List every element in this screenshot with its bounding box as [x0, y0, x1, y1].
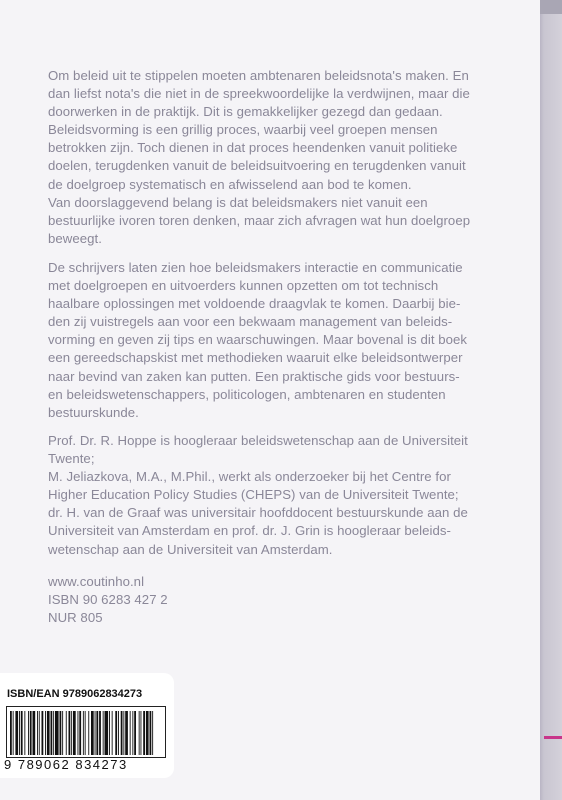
text-line: met doelgroepen en uitvoerders kunnen opzetten om tot technisch: [48, 278, 439, 294]
text-line: Van doorslaggevend belang is dat beleidsmakers niet vanuit een: [48, 194, 428, 210]
barcode-bar: [152, 711, 153, 755]
nur-text: NUR 805: [48, 610, 103, 626]
barcode-bar: [79, 711, 81, 755]
barcode-bar: [118, 711, 119, 755]
text-line: doelen, terugdenken vanuit de beleidsuitvoering en terugdenken vanuit: [48, 158, 466, 174]
text-line: naar bevind van zaken kan putten. Een praktische gids voor bestuurs-: [48, 368, 460, 384]
barcode-bar: [47, 711, 50, 755]
barcode-bar: [19, 711, 20, 755]
barcode-bar: [62, 711, 63, 755]
text-line: dr. H. van de Graaf was universitair hoofddocent bestuurskunde aan de: [48, 505, 468, 521]
barcode-bar: [132, 711, 133, 755]
barcode-bar: [83, 711, 84, 755]
barcode-bar: [42, 711, 44, 755]
barcode-image: [10, 711, 160, 755]
barcode-bar: [33, 711, 36, 755]
barcode-bar: [73, 711, 76, 755]
barcode-bar: [95, 711, 96, 755]
text-line: bestuurskunde.: [48, 404, 139, 420]
barcode-bar: [13, 711, 14, 755]
barcode-bar: [91, 711, 94, 755]
barcode-bar: [150, 711, 152, 755]
barcode-bar: [69, 711, 71, 755]
barcode-bar: [88, 711, 89, 755]
barcode-bar: [123, 711, 124, 755]
barcode-bar: [39, 711, 40, 755]
barcode-bar: [15, 711, 18, 755]
barcode-digits: 9 789062 834273: [4, 757, 128, 772]
text-line: en beleidswetenschappers, politicologen, ambtenaren en studenten: [48, 386, 446, 402]
barcode-bar: [45, 711, 46, 755]
text-line: wetenschap aan de Universiteit van Amsterdam.: [48, 541, 333, 557]
barcode-bar: [10, 711, 12, 755]
barcode-bar: [146, 711, 149, 755]
text-line: beweegt.: [48, 230, 102, 246]
barcode-bar: [66, 711, 67, 755]
book-spine-edge: [540, 0, 562, 800]
barcode-bar: [139, 711, 140, 755]
barcode-bar: [71, 711, 72, 755]
barcode-bar: [143, 711, 145, 755]
barcode-bar: [121, 711, 123, 755]
barcode-bar: [109, 711, 110, 755]
barcode-bar: [105, 711, 109, 755]
intro-paragraph: [48, 67, 528, 248]
barcode-bar: [60, 711, 62, 755]
text-line: doorwerken in de praktijk. Dit is gemakkelijker gezegd dan gedaan.: [48, 104, 443, 120]
text-line: Universiteit van Amsterdam en prof. dr. J. Grin is hoogleraar beleids-: [48, 523, 451, 539]
text-line: Beleidsvorming is een grillig proces, waarbij veel groepen mensen: [48, 122, 438, 138]
publication-info: [48, 573, 528, 627]
text-line: De schrijvers laten zien hoe beleidsmakers interactie en communicatie: [48, 260, 463, 275]
barcode-bar: [115, 711, 117, 755]
authors-paragraph: [48, 432, 528, 559]
text-line: een gereedschapskist met methodieken waaruit elke beleidsontwerper: [48, 350, 463, 366]
text-line: vorming en geven zij tips en waarschuwingen. Maar bovenal is dit boek: [48, 332, 468, 348]
barcode-bar: [103, 711, 104, 755]
barcode-bar: [99, 711, 101, 755]
barcode-bar: [53, 711, 54, 755]
barcode-bar: [125, 711, 128, 755]
spine-accent-mark: [544, 736, 562, 739]
barcode-bar: [51, 711, 53, 755]
text-line: de doelgroep systematisch en afwisselend aan bod te komen.: [48, 176, 412, 192]
barcode-bar: [37, 711, 38, 755]
text-line: bestuurlijke ivoren toren denken, maar zich afvragen wat hun doelgroep: [48, 212, 471, 228]
barcode-bar: [21, 711, 23, 755]
barcode-bar: [112, 711, 113, 755]
spine-top-shadow: [540, 0, 562, 14]
text-line: Om beleid uit te stippelen moeten ambtenaren beleidsnota's maken. En: [48, 68, 469, 83]
barcode-bar: [55, 711, 59, 755]
barcode-bar: [134, 711, 136, 755]
website-text: www.coutinho.nl: [48, 574, 145, 589]
barcode-bar: [141, 711, 142, 755]
description-paragraph: [48, 259, 528, 422]
isbn-ean-label: ISBN/EAN 9789062834273: [7, 688, 143, 700]
text-line: dan liefst nota's die niet in de spreekwoordelijke la verdwijnen, maar die: [48, 86, 470, 102]
text-line: Twente;: [48, 451, 95, 467]
text-line: Prof. Dr. R. Hoppe is hoogleraar beleidswetenschap aan de Universiteit: [48, 433, 468, 448]
barcode-bar: [30, 711, 32, 755]
barcode-bar: [130, 711, 131, 755]
barcode-bar: [28, 711, 29, 755]
text-line: betrokken zijn. Toch dienen in dat proces heendenken vanuit politieke: [48, 140, 458, 156]
barcode-bar: [96, 711, 98, 755]
barcode-bar: [78, 711, 79, 755]
text-line: M. Jeliazkova, M.A., M.Phil., werkt als onderzoeker bij het Centre for: [48, 469, 451, 485]
barcode-bar: [24, 711, 25, 755]
isbn-text: ISBN 90 6283 427 2: [48, 592, 168, 608]
barcode-label: [0, 673, 174, 778]
text-line: Higher Education Policy Studies (CHEPS) van de Universiteit Twente;: [48, 487, 459, 503]
text-line: den zij vuistregels aan voor een bekwaam management van beleids-: [48, 314, 453, 330]
barcode-bar: [85, 711, 86, 755]
text-line: haalbare oplossingen met voldoende draagvlak te komen. Daarbij bie-: [48, 296, 461, 312]
